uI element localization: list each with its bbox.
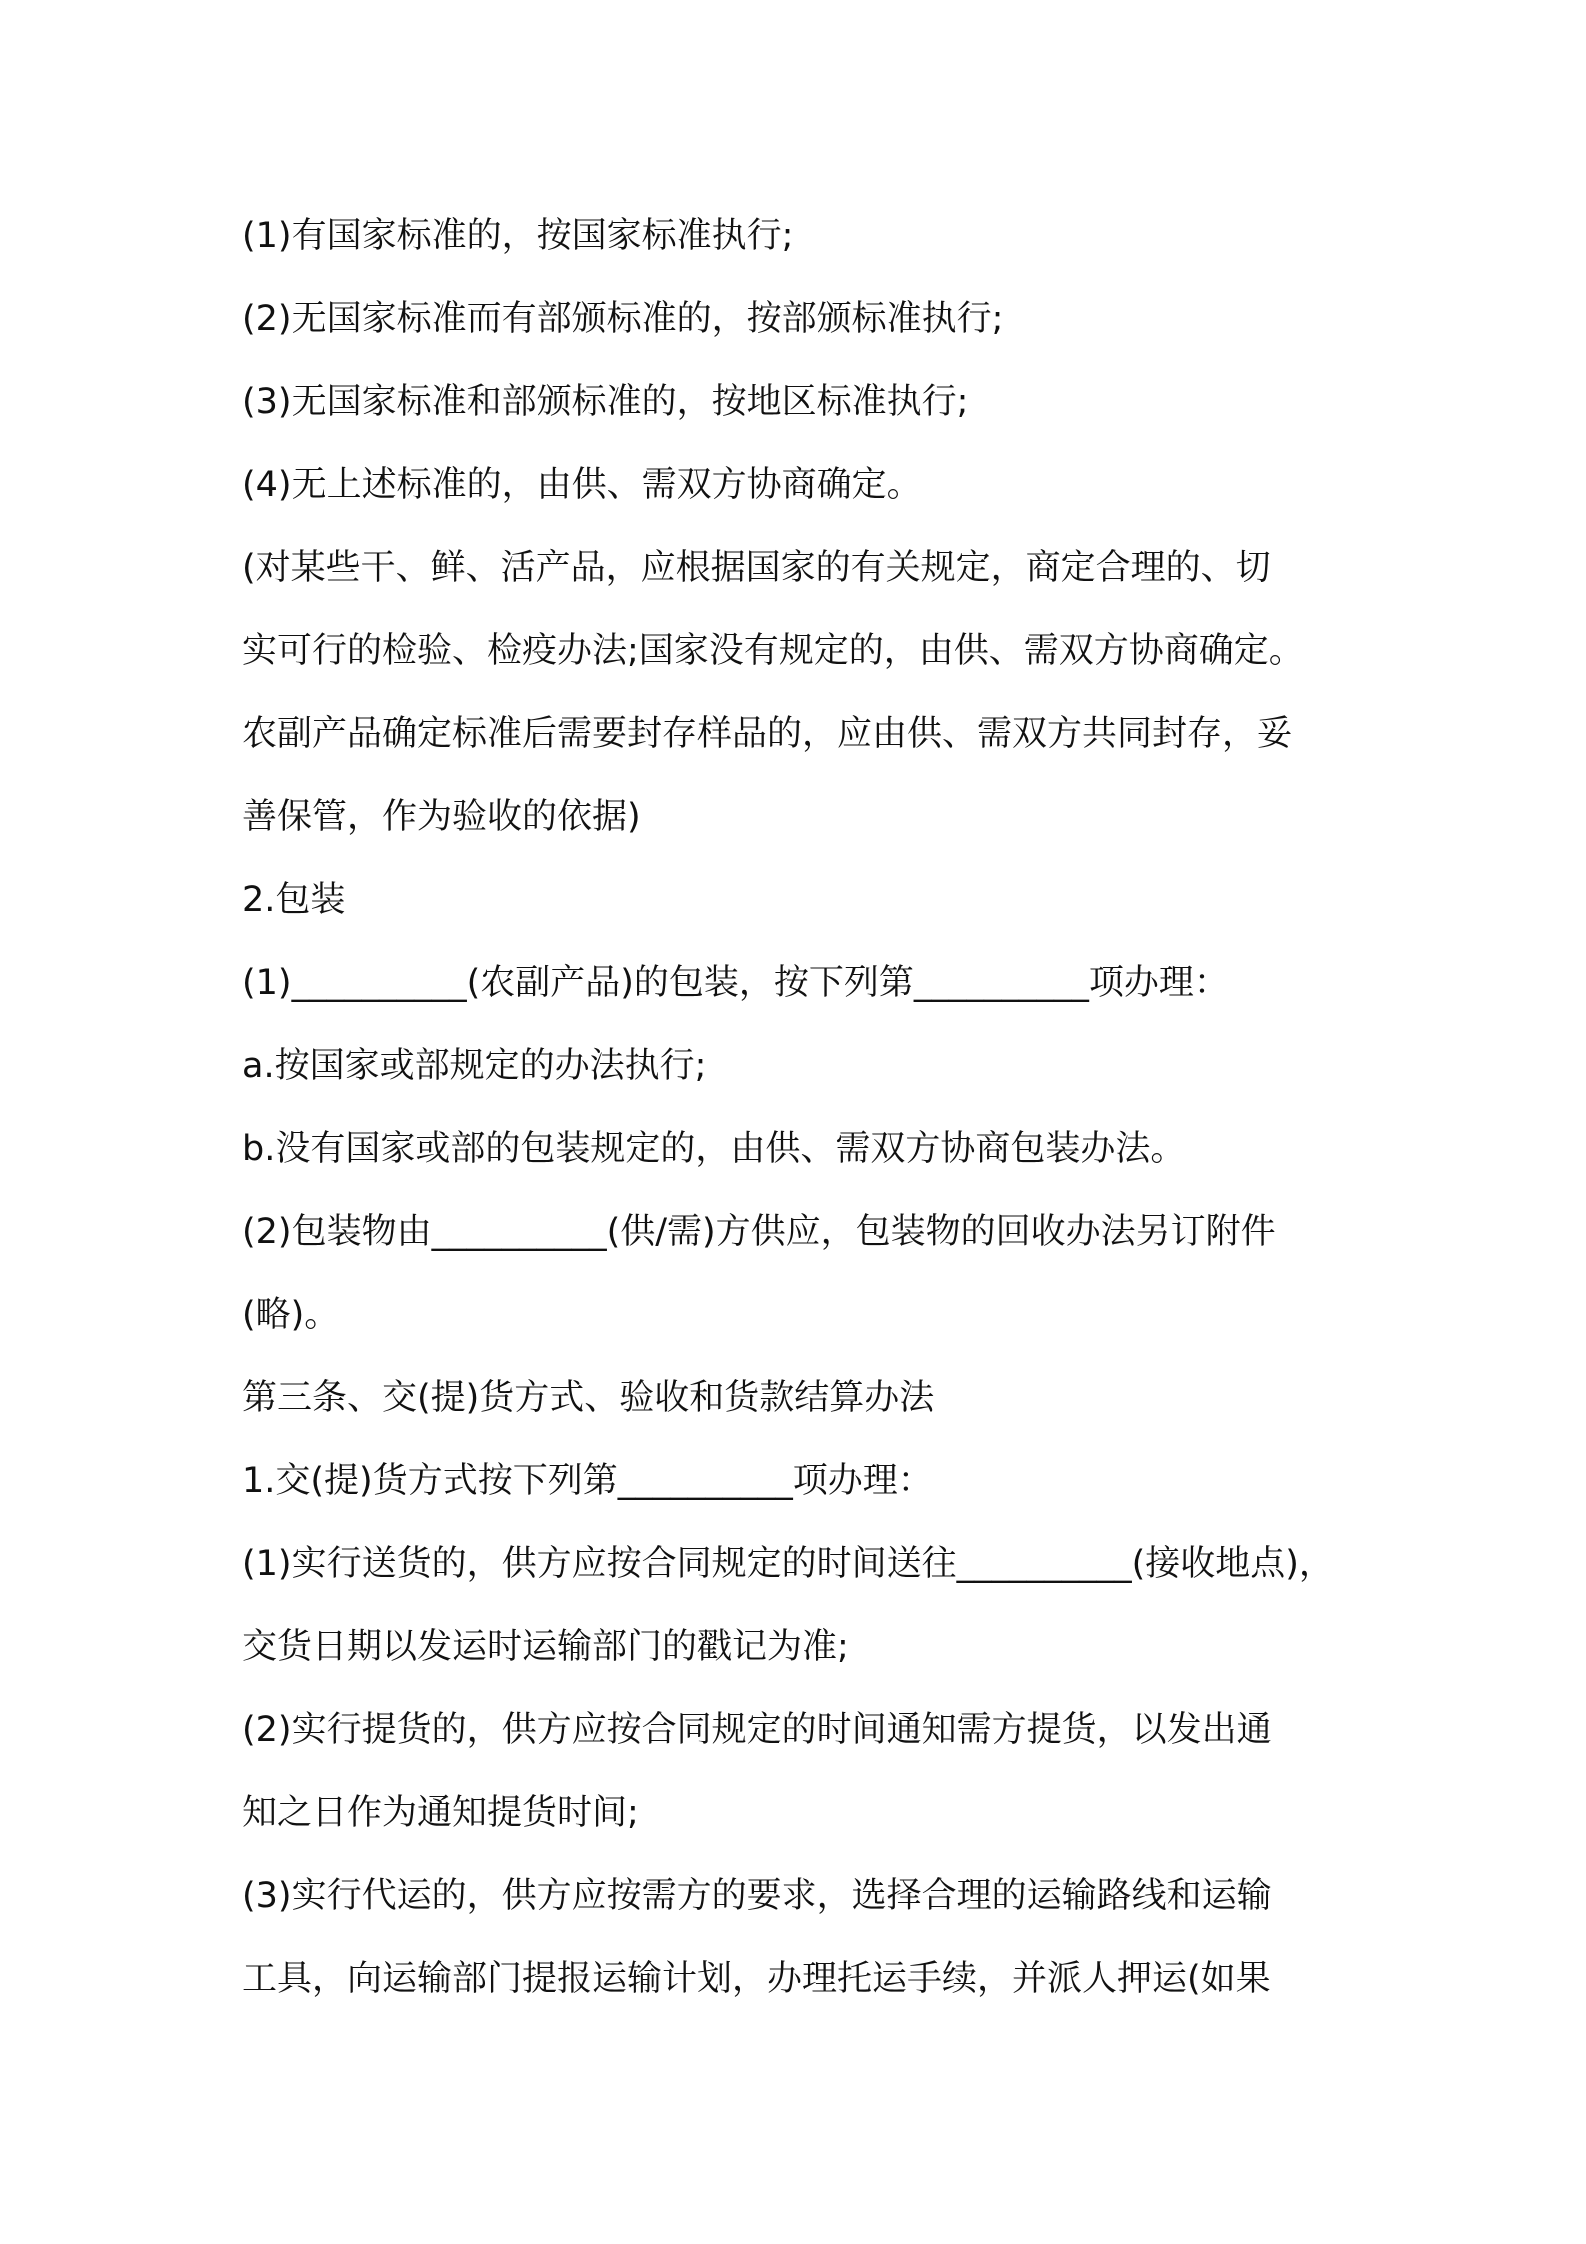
clause-line: 交货日期以发运时运输部门的戳记为准; <box>242 1627 849 1667</box>
clause-line: (2)实行提货的，供方应按合同规定的时间通知需方提货，以发出通 <box>242 1710 1272 1750</box>
clause-line: (3)实行代运的，供方应按需方的要求，选择合理的运输路线和运输 <box>242 1876 1272 1916</box>
section-heading: 2.包装 <box>242 880 346 920</box>
clause-line: (3)无国家标准和部颁标准的，按地区标准执行; <box>242 382 969 422</box>
clause-line: (1)有国家标准的，按国家标准执行; <box>242 216 794 256</box>
clause-line: (1)__________(农副产品)的包装，按下列第__________项办理： <box>242 963 1229 1003</box>
clause-line: b.没有国家或部的包装规定的，由供、需双方协商包装办法。 <box>242 1129 1186 1169</box>
clause-line: a.按国家或部规定的办法执行; <box>242 1046 707 1086</box>
clause-line: 知之日作为通知提货时间; <box>242 1793 639 1833</box>
paragraph-line: 善保管，作为验收的依据) <box>242 797 641 837</box>
clause-line: (略)。 <box>242 1295 340 1335</box>
document-body <box>242 195 1372 2021</box>
clause-line: 工具，向运输部门提报运输计划，办理托运手续，并派人押运(如果 <box>242 1959 1271 1999</box>
clause-line: 1.交(提)货方式按下列第__________项办理： <box>242 1461 933 1501</box>
paragraph-line: 实可行的检验、检疫办法;国家没有规定的，由供、需双方协商确定。 <box>242 631 1304 671</box>
clause-line: (1)实行送货的，供方应按合同规定的时间送往__________(接收地点)， <box>242 1544 1334 1584</box>
clause-line: (2)无国家标准而有部颁标准的，按部颁标准执行; <box>242 299 1004 339</box>
paragraph-line: 农副产品确定标准后需要封存样品的，应由供、需双方共同封存，妥 <box>242 714 1293 754</box>
clause-line: (2)包装物由__________(供/需)方供应，包装物的回收办法另订附件 <box>242 1212 1276 1252</box>
clause-line: (4)无上述标准的，由供、需双方协商确定。 <box>242 465 922 505</box>
paragraph-line: (对某些干、鲜、活产品，应根据国家的有关规定，商定合理的、切 <box>242 548 1271 588</box>
article-heading: 第三条、交(提)货方式、验收和货款结算办法 <box>242 1378 935 1418</box>
